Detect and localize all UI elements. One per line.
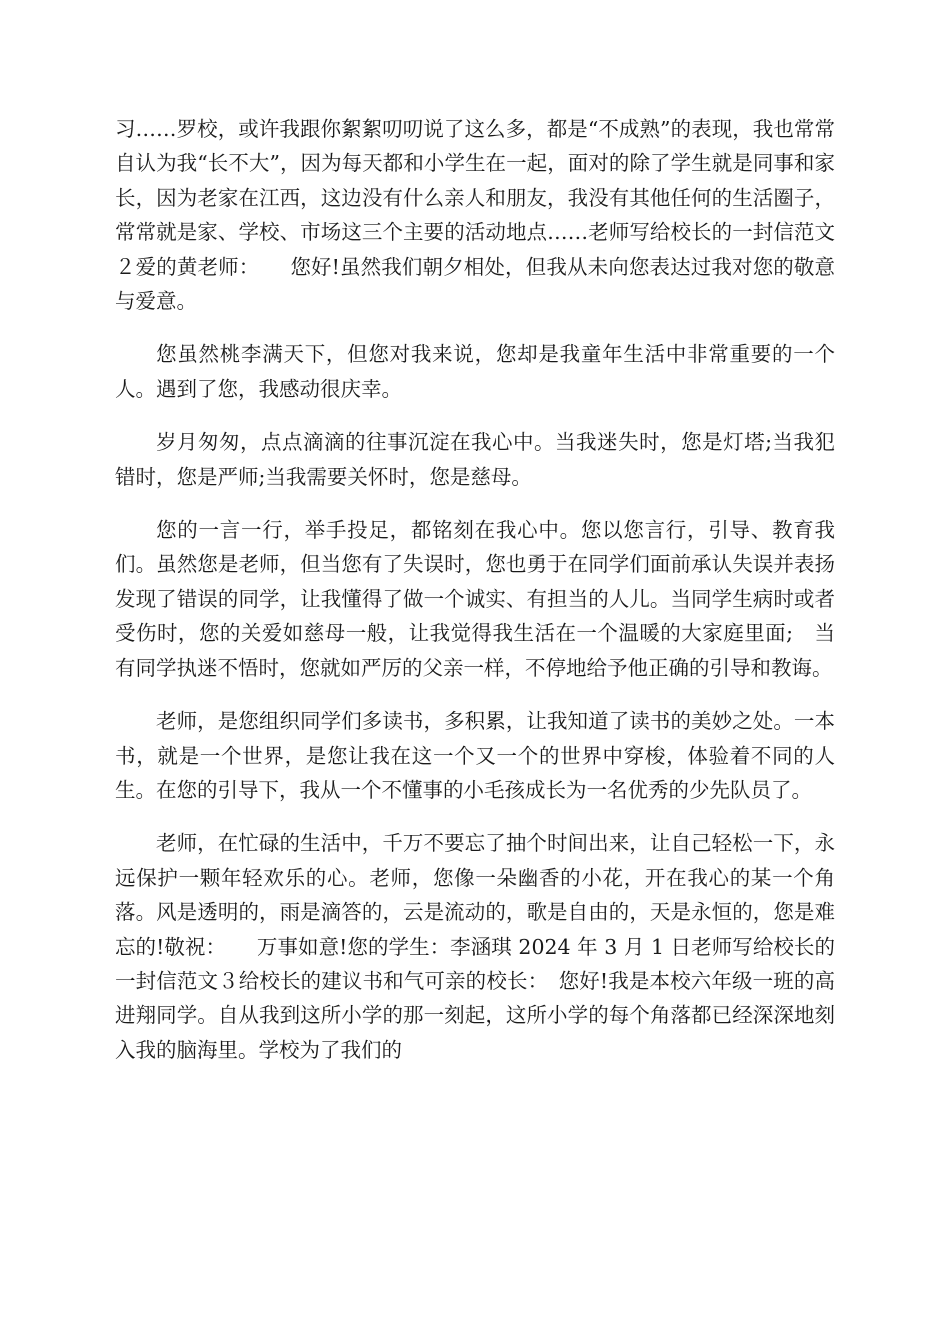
paragraph-1: 习……罗校，或许我跟你絮絮叨叨说了这么多，都是“不成熟”的表现，我也常常自认为我“长不大”，因为每天都和小学生在一起，面对的除了学生就是同事和家长，因为老家在江西，这边没有什么亲人和朋友，我没有其他任何的生活圈子，常常就是家、学校、市场这三个主要的活动地点……老师写给校长的一封信范文２爱的黄老师： 您好!虽然我们朝夕相处，但我从未向您表达过我对您的敬意与爱意。	[115, 117, 835, 314]
paragraph-4: 您的一言一行，举手投足，都铭刻在我心中。您以您言行，引导、教育我们。虽然您是老师，但当您有了失误时，您也勇于在同学们面前承认失误并表扬发现了错误的同学，让我懂得了做一个诚实、有担当的人儿。当同学生病时或者受伤时，您的关爱如慈母一般，让我觉得我生活在一个温暖的大家庭里面; 当有同学执迷不悟时，您就如严厉的父亲一样，不停地给予他正确的引导和教诲。	[115, 518, 835, 680]
paragraph-2: 您虽然桃李满天下，但您对我来说，您却是我童年生活中非常重要的一个人。遇到了您，我感动很庆幸。	[115, 342, 835, 401]
document-body	[115, 112, 835, 1067]
paragraph-6: 老师，在忙碌的生活中，千万不要忘了抽个时间出来，让自己轻松一下，永远保护一颗年轻欢乐的心。老师，您像一朵幽香的小花，开在我心的某一个角落。风是透明的，雨是滴答的，云是流动的，歌是自由的，天是永恒的，您是难忘的!敬祝： 万事如意!您的学生：李涵琪 2024 年 3 月 1 日老师写给校长的一封信范文３给校长的建议书和气可亲的校长： 您好!我是本校六年级一班的高进翔同学。自从我到这所小学的那一刻起，这所小学的每个角落都已经深深地刻入我的脑海里。学校为了我们的	[115, 831, 835, 1062]
paragraph-3: 岁月匆匆，点点滴滴的往事沉淀在我心中。当我迷失时，您是灯塔;当我犯错时，您是严师;当我需要关怀时，您是慈母。	[115, 430, 835, 489]
paragraph-5: 老师，是您组织同学们多读书，多积累，让我知道了读书的美妙之处。一本书，就是一个世界，是您让我在这一个又一个的世界中穿梭，体验着不同的人生。在您的引导下，我从一个不懂事的小毛孩成长为一名优秀的少先队员了。	[115, 709, 835, 802]
